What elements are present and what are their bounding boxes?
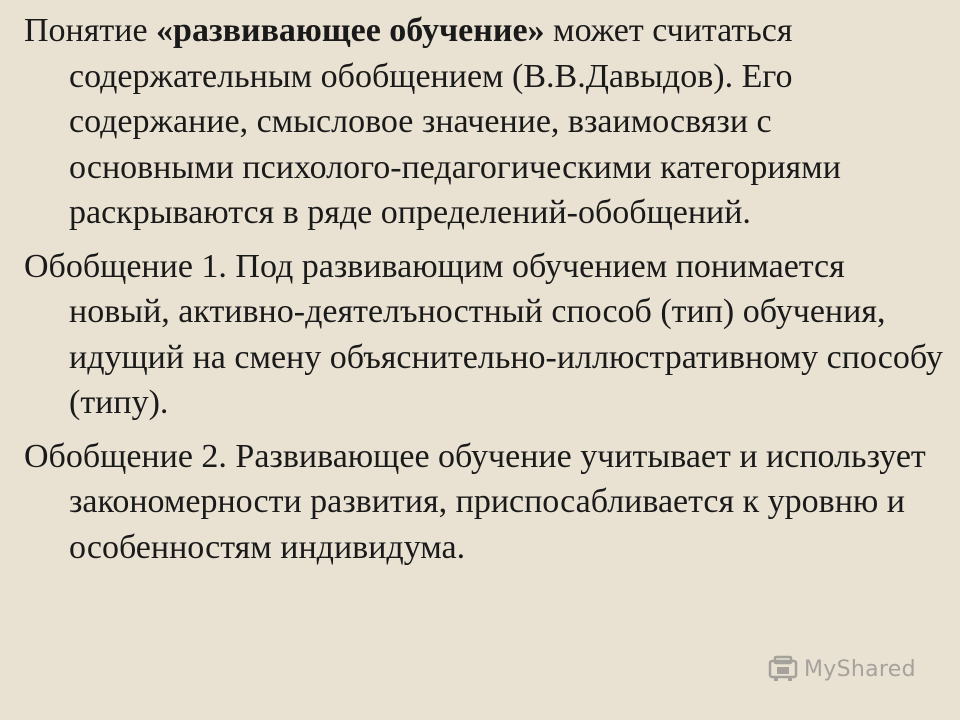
paragraph-generalization-1: Обобщение 1. Под развивающим обучением понимается новый, активно-деятелъностный способ (тип) обучения, идущий на смену объяснительно-иллюстративному способу (типу).	[24, 247, 943, 421]
term-developmental-learning: «развивающее обучение»	[156, 12, 545, 49]
myshared-watermark	[768, 655, 916, 683]
paragraph-concept-text: может считаться содержательным обобщением (В.В.Давыдов). Его содержание, смысловое значение, взаимосвязи с основными психолого-педагогическими категориями раскрываются в ряде определений-обобщений.	[69, 12, 841, 231]
paragraph-concept	[24, 8, 944, 236]
watermark-text: MyShared	[804, 656, 916, 682]
myshared-logo-icon	[768, 655, 798, 683]
slide-body	[24, 8, 944, 578]
paragraph-generalization-2: Обобщение 2. Развивающее обучение учитывает и использует закономерности развития, приспосабливается к уровню и особенностям индивидума.	[24, 437, 926, 566]
paragraph-concept-prefix: Понятие	[24, 12, 157, 49]
